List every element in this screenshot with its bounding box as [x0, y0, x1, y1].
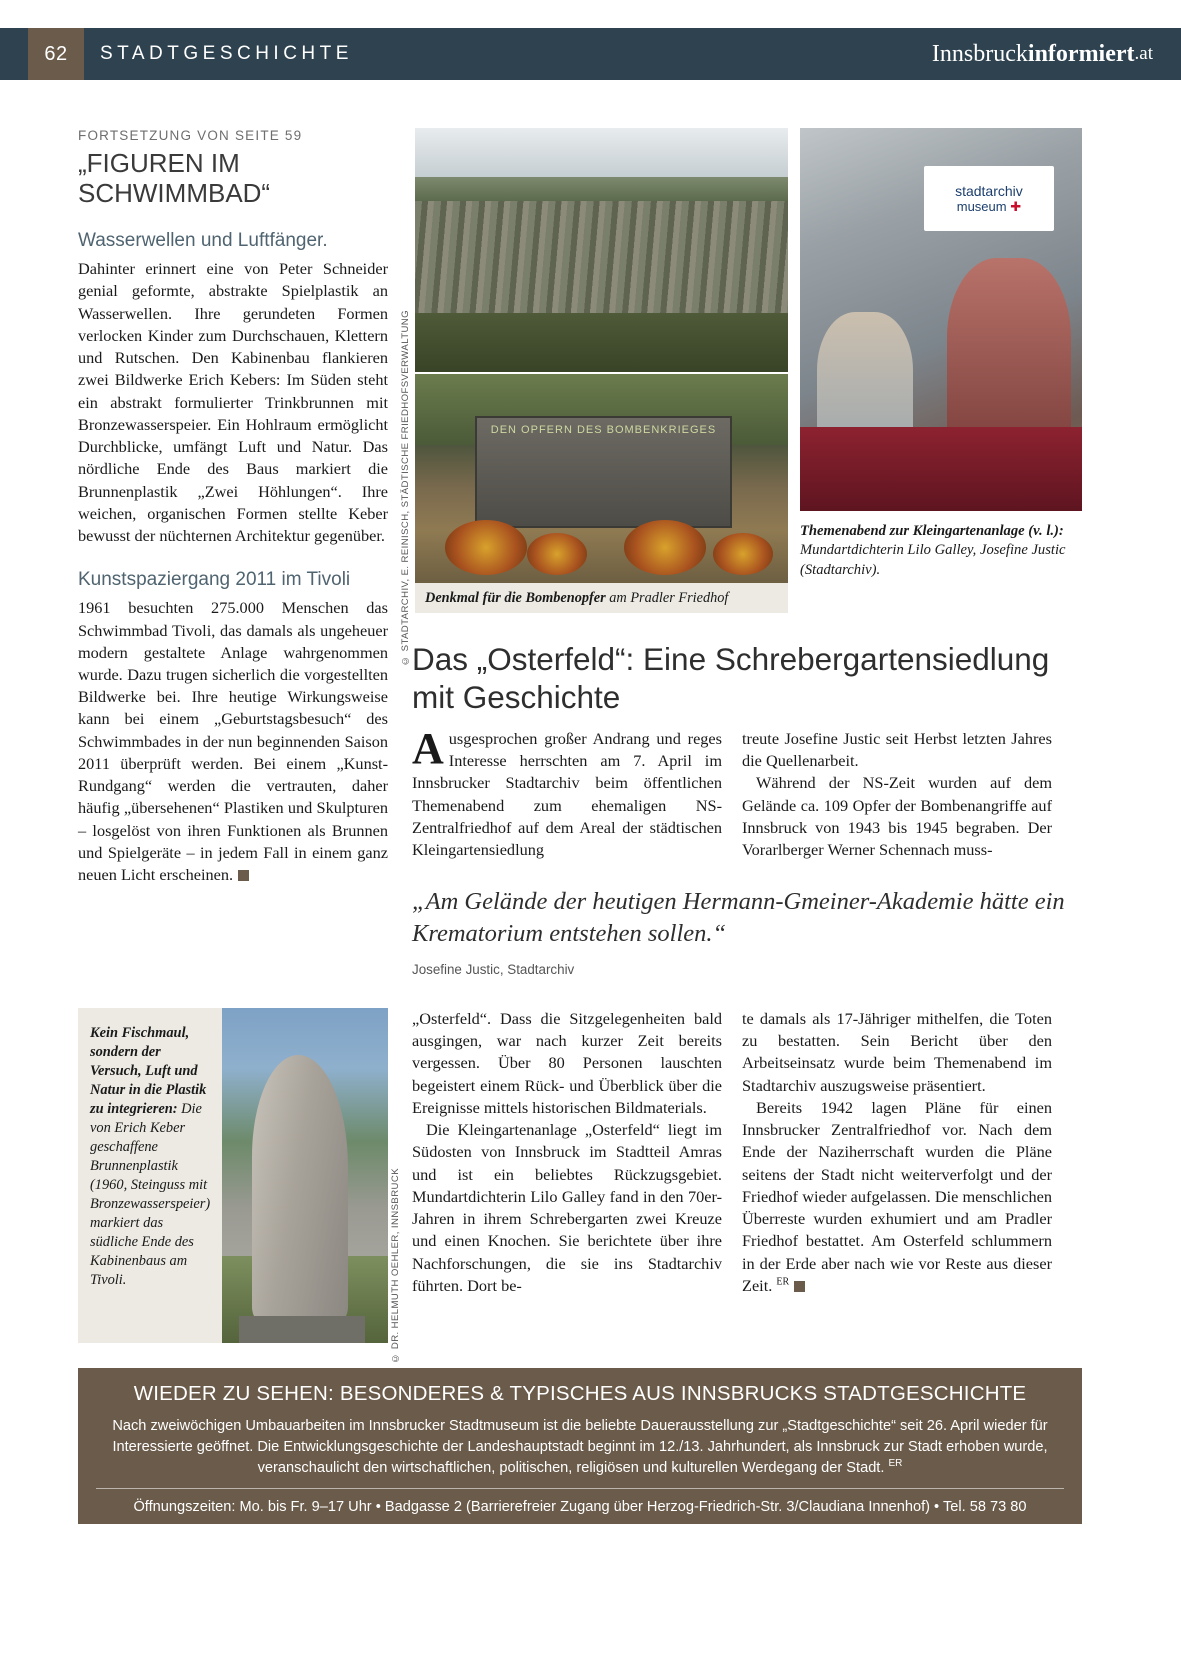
- article-col-a2-paragraph-2: Die Kleingartenanlage „Osterfeld“ liegt im Südosten von Innsbruck im Stadtteil Amras und ist ein beliebtes Rückzugsgebiet. Mundartdichterin Lilo Galley fand in den 70er-Jahren in ihrem Schrebergarten zwei Kreuze und einen Knochen. Sie berichtete über ihre Nachforschungen, die sie ins Stadtarchiv führten. Dort be-: [412, 1120, 722, 1295]
- left-column: [78, 128, 388, 886]
- photo-brunnenplastik: [222, 1008, 388, 1343]
- caption-event-bold: Themenabend zur Kleingartenanlage (v. l.):: [800, 523, 1064, 539]
- article-col-b2-paragraph-2: [742, 1097, 1052, 1297]
- section-title: STADTGESCHICHTE: [100, 43, 353, 64]
- photo-themenabend: [800, 128, 1082, 511]
- brand-part-informiert: informiert: [1027, 40, 1135, 67]
- footer-divider: [96, 1488, 1064, 1489]
- page-number: 62: [44, 42, 68, 65]
- subhead-kunstspaziergang: Kunstspaziergang 2011 im Tivoli: [78, 569, 351, 591]
- publication-brand: [932, 28, 1153, 80]
- photo-bombing-memorial: [415, 374, 788, 583]
- caption-memorial-bold: Denkmal für die Bombenopfer: [425, 589, 606, 606]
- subhead-wasserwellen: Wasserwellen und Luftfänger.: [78, 230, 328, 252]
- caption-sculpture-bold: Kein Fischmaul, sondern der Versuch, Luft und Natur in die Plastik zu integrieren:: [90, 1025, 207, 1118]
- article-col-a-text: usgesprochen großer Andrang und reges Interesse herrschten am 7. April im Innsbrucker Stadtarchiv beim öffentlichen Themenabend zum ehemaligen NS-Zentralfriedhof auf dem Areal der städtischen Kleingartensiedlung: [412, 729, 722, 860]
- memorial-inscription: DEN OPFERN DES BOMBENKRIEGES: [490, 424, 717, 437]
- pull-quote-attribution: Josefine Justic, Stadtarchiv: [412, 961, 575, 977]
- footer-body: [96, 1416, 1064, 1479]
- article-column-a: [412, 724, 722, 861]
- article-column-b-lower: [742, 1008, 1052, 1297]
- caption-themenabend: [800, 522, 1082, 580]
- article-col-b-paragraph-2: Während der NS-Zeit wurden auf dem Gelände ca. 109 Opfer der Bombenangriffe auf Innsbruck von 1943 bis 1945 begraben. Der Vorarlberger Werner Schennach muss-: [742, 773, 1052, 860]
- drop-cap: A: [412, 724, 444, 773]
- article-col-a-paragraph-1: [412, 724, 722, 861]
- article-headline-continued: „FIGUREN IM SCHWIMMBAD“: [78, 148, 271, 208]
- article-col-b-paragraph-1: treute Josefine Justic seit Herbst letzten Jahres die Quellenarbeit.: [742, 729, 1052, 771]
- end-mark: [238, 870, 249, 881]
- event-table: [800, 427, 1082, 511]
- left-paragraph-2-text: 1961 besuchten 275.000 Menschen das Schwimmbad Tivoli, das damals als ungeheuer modern gestaltete Anlage wahrgenommen wurde. Dazu trugen sicherlich die vorgestellten Bildwerke bei. Ihre heutige Wirkungsweise kann bei einem „Geburtstagsbesuch“ des Schwimmbades in der nun beginnenden Saison 2011 überprüft werden. Bei einem „Kunst-Rundgang“ werden die vertrauten, daher häufig „übersehenen“ Plastiken und Skulpturen – losgelöst von ihren Funktionen als Brunnen und Spielgeräte – in jedem Fall in einem ganz neuen Licht erscheinen.: [78, 598, 388, 885]
- end-mark-2: [794, 1281, 805, 1292]
- banner-line-2: [957, 199, 1021, 215]
- banner-line-2-text: museum: [956, 198, 1007, 214]
- pull-quote: [412, 886, 1072, 977]
- article-column-b: [742, 728, 1052, 861]
- photo-credit-sculpture: © DR. HELMUTH OEHLER, INNSBRUCK: [390, 1168, 401, 1364]
- caption-sculpture: [78, 1008, 222, 1343]
- banner-line-1: stadtarchiv: [955, 182, 1023, 199]
- pull-quote-text: „Am Gelände der heutigen Hermann-Gmeiner-Akademie hätte ein Krematorium entstehen sollen.“: [412, 888, 1065, 947]
- continuation-kicker: FORTSETZUNG VON SEITE 59: [78, 128, 303, 143]
- footer-body-text: Nach zweiwöchigen Umbauarbeiten im Innsbrucker Stadtmuseum ist die beliebte Dauerausstellung zur „Stadtgeschichte“ seit 26. April wieder für Interessierte geöffnet. Die Entwicklungsgeschichte der Landeshauptstadt beginnt im 12./13. Jahrhundert, als Innsbruck zur Stadt erhoben wurde, veranschaulicht den wirtschaftlichen, politischen, religiösen und kulturellen Werdegang der Stadt.: [112, 1418, 1048, 1477]
- brand-part-tld: .at: [1134, 43, 1153, 64]
- cross-icon: ✚: [1010, 198, 1022, 214]
- main-article-title: Das „Osterfeld“: Eine Schrebergartensiedlung mit Geschichte: [412, 641, 1050, 716]
- footer-opening-hours: Öffnungszeiten: Mo. bis Fr. 9–17 Uhr • Badgasse 2 (Barrierefreier Zugang über Herzog-Friedrich-Str. 3/Claudiana Innenhof) • Tel. 58 73 80: [133, 1499, 1027, 1516]
- left-paragraph-1: Dahinter erinnert eine von Peter Schneider genial geformte, abstrakte Spielplastik an Wasserwellen. Ihre gerundeten Formen verlocken Kinder zum Durchschauen, Klettern und Rutschen. Den Kabinenbau flankieren zwei Bildwerke Erich Kebers: Im Süden steht ein abstrakt formulierter Trinkbrunnen mit Bronzewasserspeier. Ein Hohlraum ermöglicht Durchblicke, umfängt Luft und Natur. Das nördliche Ende des Baus markiert die Brunnenplastik „Zwei Höhlungen“. Ihre weichen, organischen Formen stellte Keber bewusst der nüchternen Architektur gegenüber.: [78, 259, 388, 546]
- article-col-b2-paragraph-1: te damals als 17-Jähriger mithelfen, die Toten zu bestatten. Sein Bericht über den Arbeitseinsatz wurde beim Themenabend im Stadtarchiv auszugsweise präsentiert.: [742, 1009, 1052, 1095]
- footer-info-box: [78, 1368, 1082, 1524]
- stadtarchiv-museum-banner: [924, 166, 1054, 231]
- article-col-a2-paragraph-1: „Osterfeld“. Dass die Sitzgelegenheiten bald ausgingen, war nach kurzer Zeit bereits vergessen. Über 80 Personen lauschten begeistert einem Rück- und Überblick über die Ereignisse mittels historischen Bildmaterials.: [412, 1009, 722, 1117]
- page-header: [0, 28, 1181, 80]
- memorial-stone: [475, 416, 733, 529]
- caption-bombing-memorial: [415, 583, 788, 613]
- footer-initials: ER: [888, 1458, 903, 1470]
- caption-sculpture-rest: Die von Erich Keber geschaffene Brunnenplastik (1960, Steinguss mit Bronzewasserspeier) markiert das südliche Ende des Kabinenbaus am Tivoli.: [90, 1101, 211, 1289]
- photo-aerial-allotment: [415, 128, 788, 372]
- article-col-b2-text: Bereits 1942 lagen Pläne für einen Innsbrucker Zentralfriedhof vor. Nach dem Ende der Naziherrschaft wurden die Pläne seitens der Stadt nicht weiterverfolgt und der Friedhof wieder aufgelassen. Die menschlichen Überreste wurden exhumiert und am Pradler Friedhof bestattet. Am Osterfeld schlummern in der Erde aber nach wie vor Reste aus dieser Zeit.: [742, 1097, 1052, 1295]
- sculpture-shape: [252, 1055, 348, 1323]
- footer-title: WIEDER ZU SEHEN: BESONDERES & TYPISCHES AUS INNSBRUCKS STADTGESCHICHTE: [133, 1382, 1027, 1405]
- page-number-badge: [28, 28, 84, 80]
- photo-credit-aerial: © STADTARCHIV, E. REINISCH, STÄDTISCHE FRIEDHOFSVERWALTUNG: [400, 310, 411, 666]
- caption-memorial-rest: am Pradler Friedhof: [605, 589, 729, 606]
- article-column-a-lower: [412, 1008, 722, 1297]
- left-paragraph-2: [78, 597, 388, 886]
- caption-event-rest: Mundartdichterin Lilo Galley, Josefine Justic (Stadtarchiv).: [800, 542, 1066, 578]
- brand-part-innsbruck: Innsbruck: [931, 40, 1028, 67]
- author-initials: ER: [776, 1276, 790, 1288]
